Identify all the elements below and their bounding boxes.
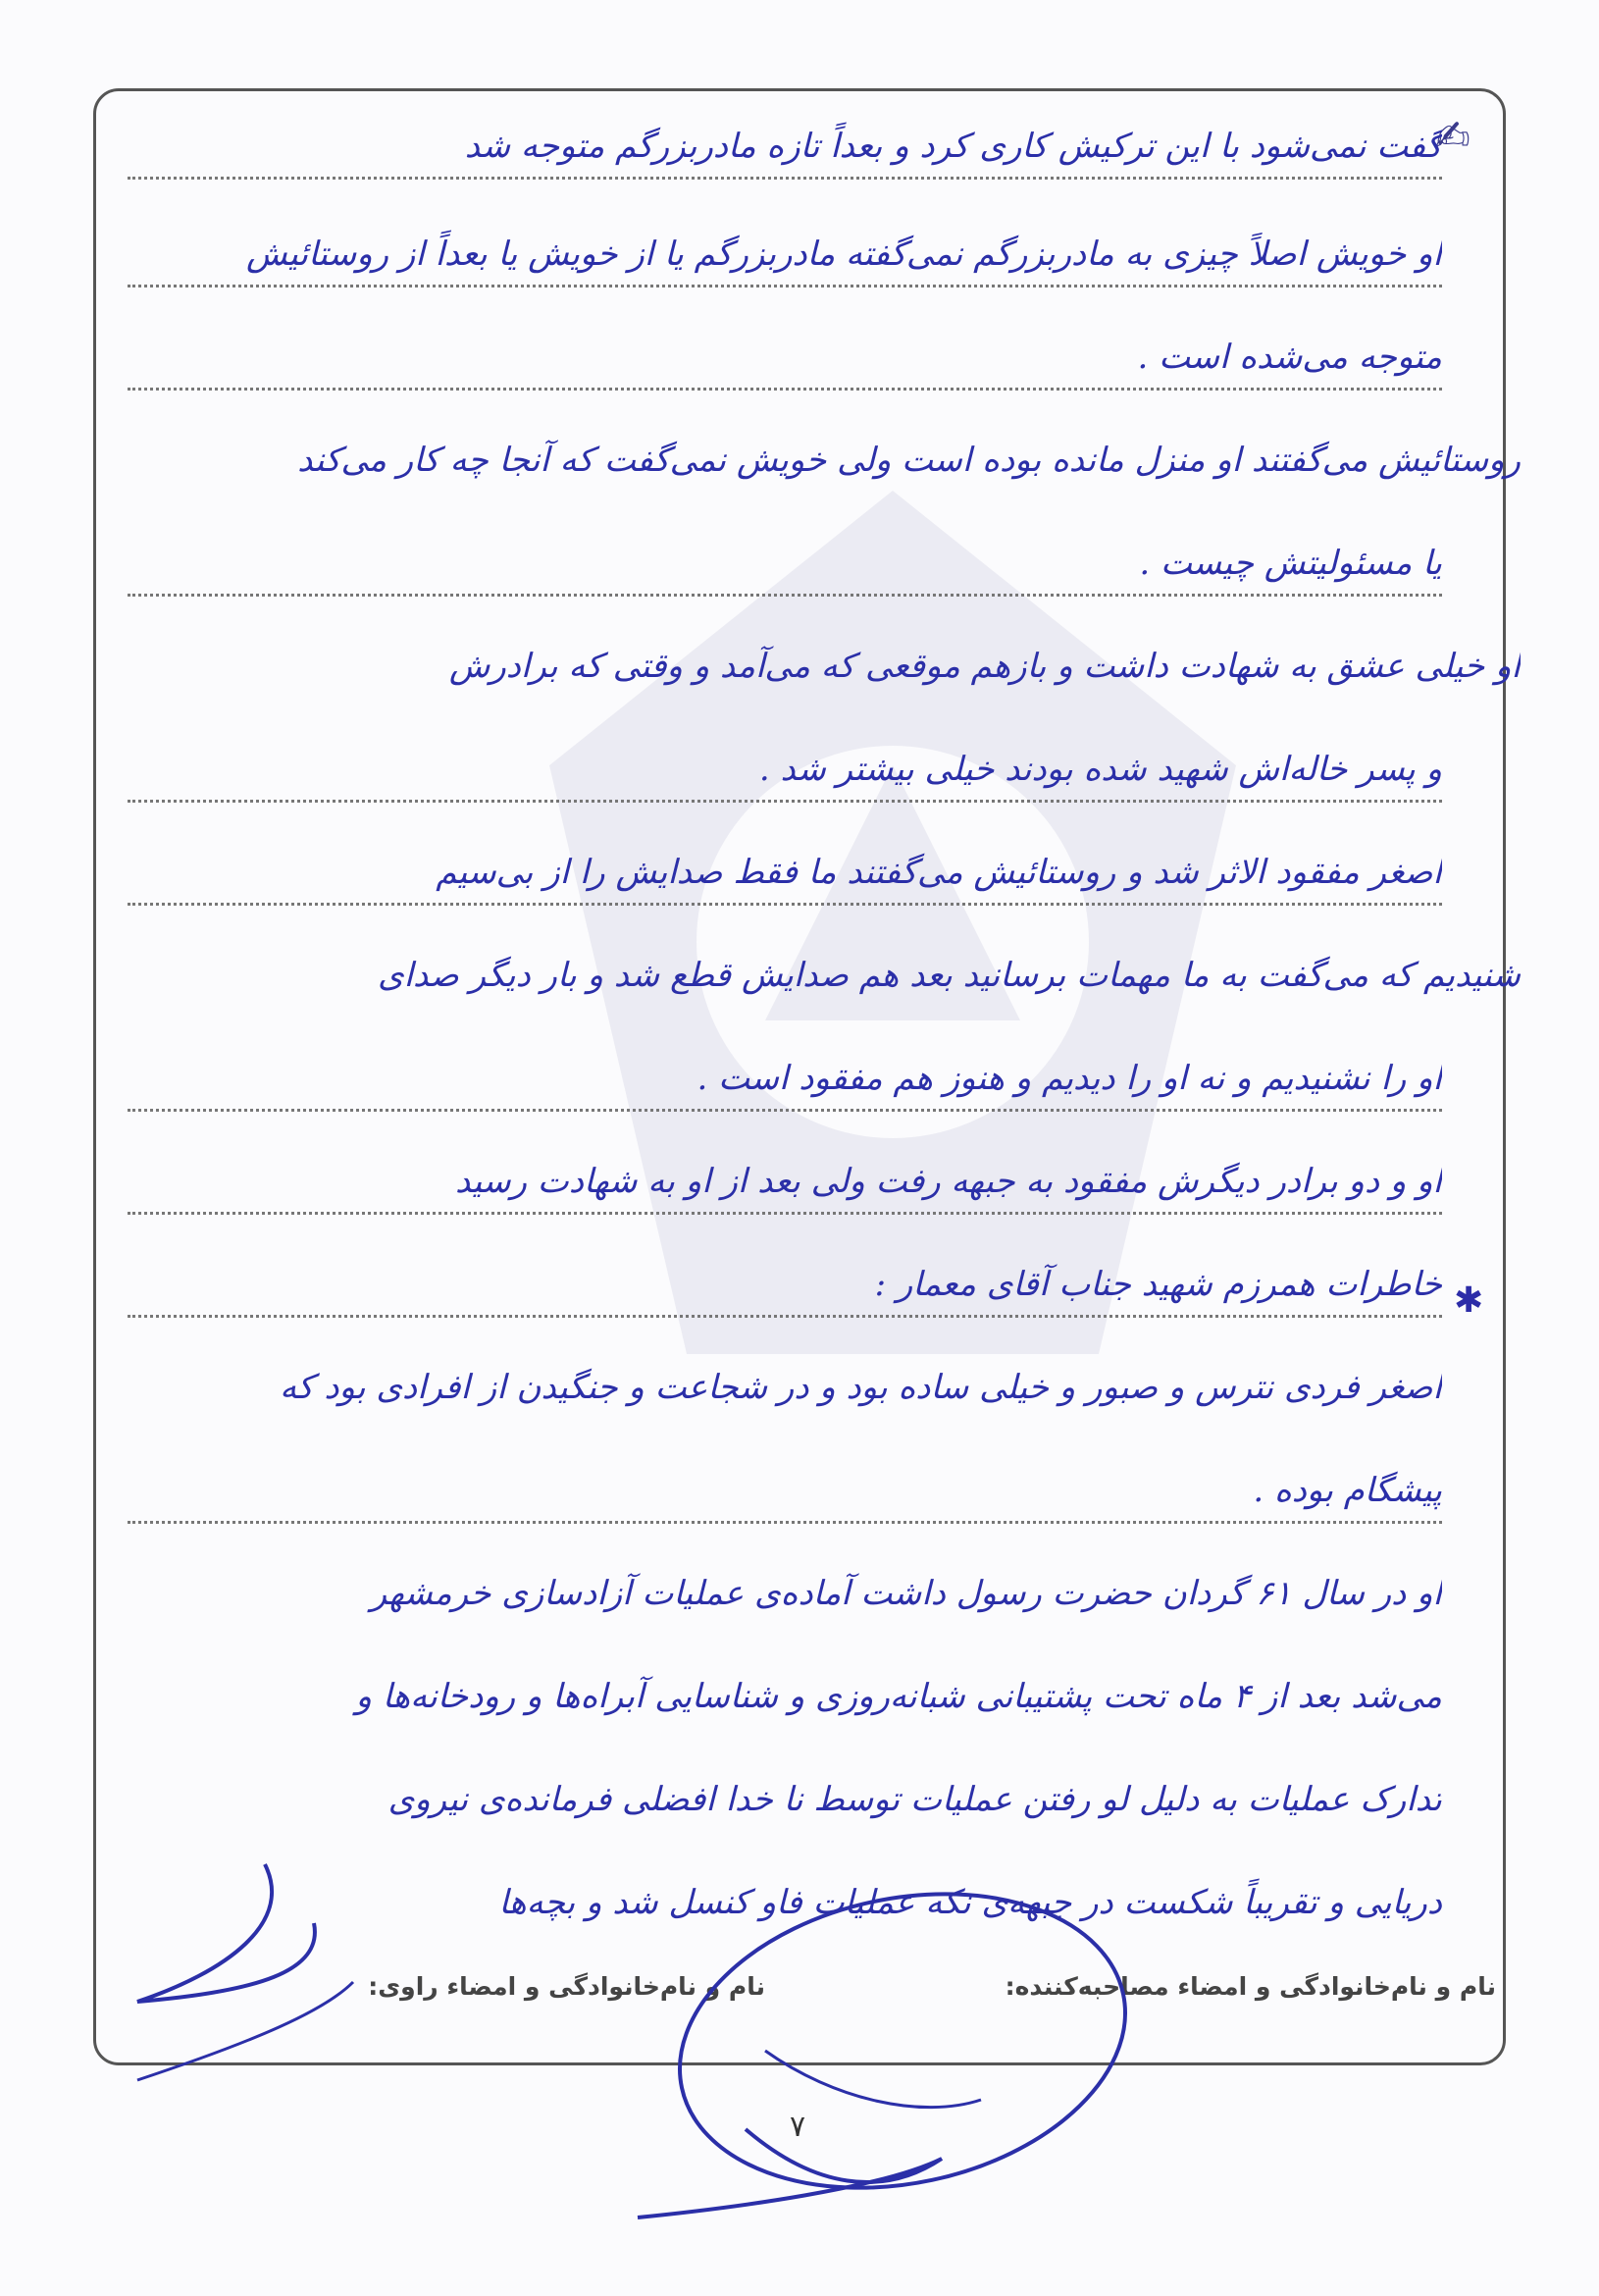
text-line-10: او را نشنیدیم و نه او را دیدیم و هنوز هم مفقود است .	[128, 1050, 1442, 1112]
text-line-4: روستائیش می‌گفتند او منزل مانده بوده است ولی خویش نمی‌گفت که آنجا چه کار می‌کند	[297, 441, 1521, 480]
text-line-11: او و دو برادر دیگرش مفقود به جبهه رفت ولی بعد از او به شهادت رسید	[128, 1153, 1442, 1215]
text-line-7: و پسر خاله‌اش شهید شده بودند خیلی بیشتر شد .	[128, 741, 1442, 803]
text-line-9: شنیدیم که می‌گفت به ما مهمات برسانید بعد هم صدایش قطع شد و بار دیگر صدای	[378, 956, 1521, 995]
text-line-1: گفت نمی‌شود با این ترکیش کاری کرد و بعداً تازه مادربزرگم متوجه شد	[128, 118, 1442, 180]
text-line-6: او خیلی عشق به شهادت داشت و بازهم موقعی که می‌آمد و وقتی که برادرش	[448, 647, 1521, 686]
text-line-3: متوجه می‌شده است .	[128, 329, 1442, 391]
text-line-5: یا مسئولیتش چیست .	[128, 535, 1442, 597]
text-line-13: اصغر فردی نترس و صبور و خیلی ساده بود و در شجاعت و جنگیدن از افرادی بود که	[280, 1368, 1442, 1407]
section-heading: خاطرات همرزم شهید جناب آقای معمار :	[128, 1256, 1442, 1318]
text-line-16: می‌شد بعد از ۴ ماه تحت پشتیبانی شبانه‌روزی و شناسایی آبراه‌ها و رودخانه‌ها و	[355, 1677, 1442, 1716]
pen-icon: ✍	[1434, 112, 1470, 162]
text-line-8: اصغر مفقود الاثر شد و روستائیش می‌گفتند ما فقط صدایش را از بی‌سیم	[128, 844, 1442, 906]
narrator-signature-label: نام و نام‌خانوادگی و امضاء راوی:	[368, 1972, 765, 2001]
text-line-14: پیشگام بوده .	[128, 1462, 1442, 1524]
text-line-2: او خویش اصلاً چیزی به مادربزرگم نمی‌گفته مادربزرگم یا از خویش یا بعداً از روستائیش	[128, 226, 1442, 287]
text-line-17: تدارک عملیات به دلیل لو رفتن عملیات توسط نا خدا افضلی فرمانده‌ی نیروی	[387, 1780, 1442, 1819]
page-number: ۷	[790, 2110, 806, 2144]
interviewer-signature-label: نام و نام‌خانوادگی و امضاء مصاحبه‌کننده:	[1005, 1972, 1496, 2001]
text-line-18: دریایی و تقریباً شکست در جبهه‌ی نکه عملیات فاو کنسل شد و بچه‌ها	[498, 1883, 1442, 1922]
text-line-15: او در سال ۶۱ گردان حضرت رسول داشت آماده‌ی عملیات آزادسازی خرمشهر	[370, 1574, 1442, 1613]
star-icon: ✱	[1454, 1280, 1484, 1321]
